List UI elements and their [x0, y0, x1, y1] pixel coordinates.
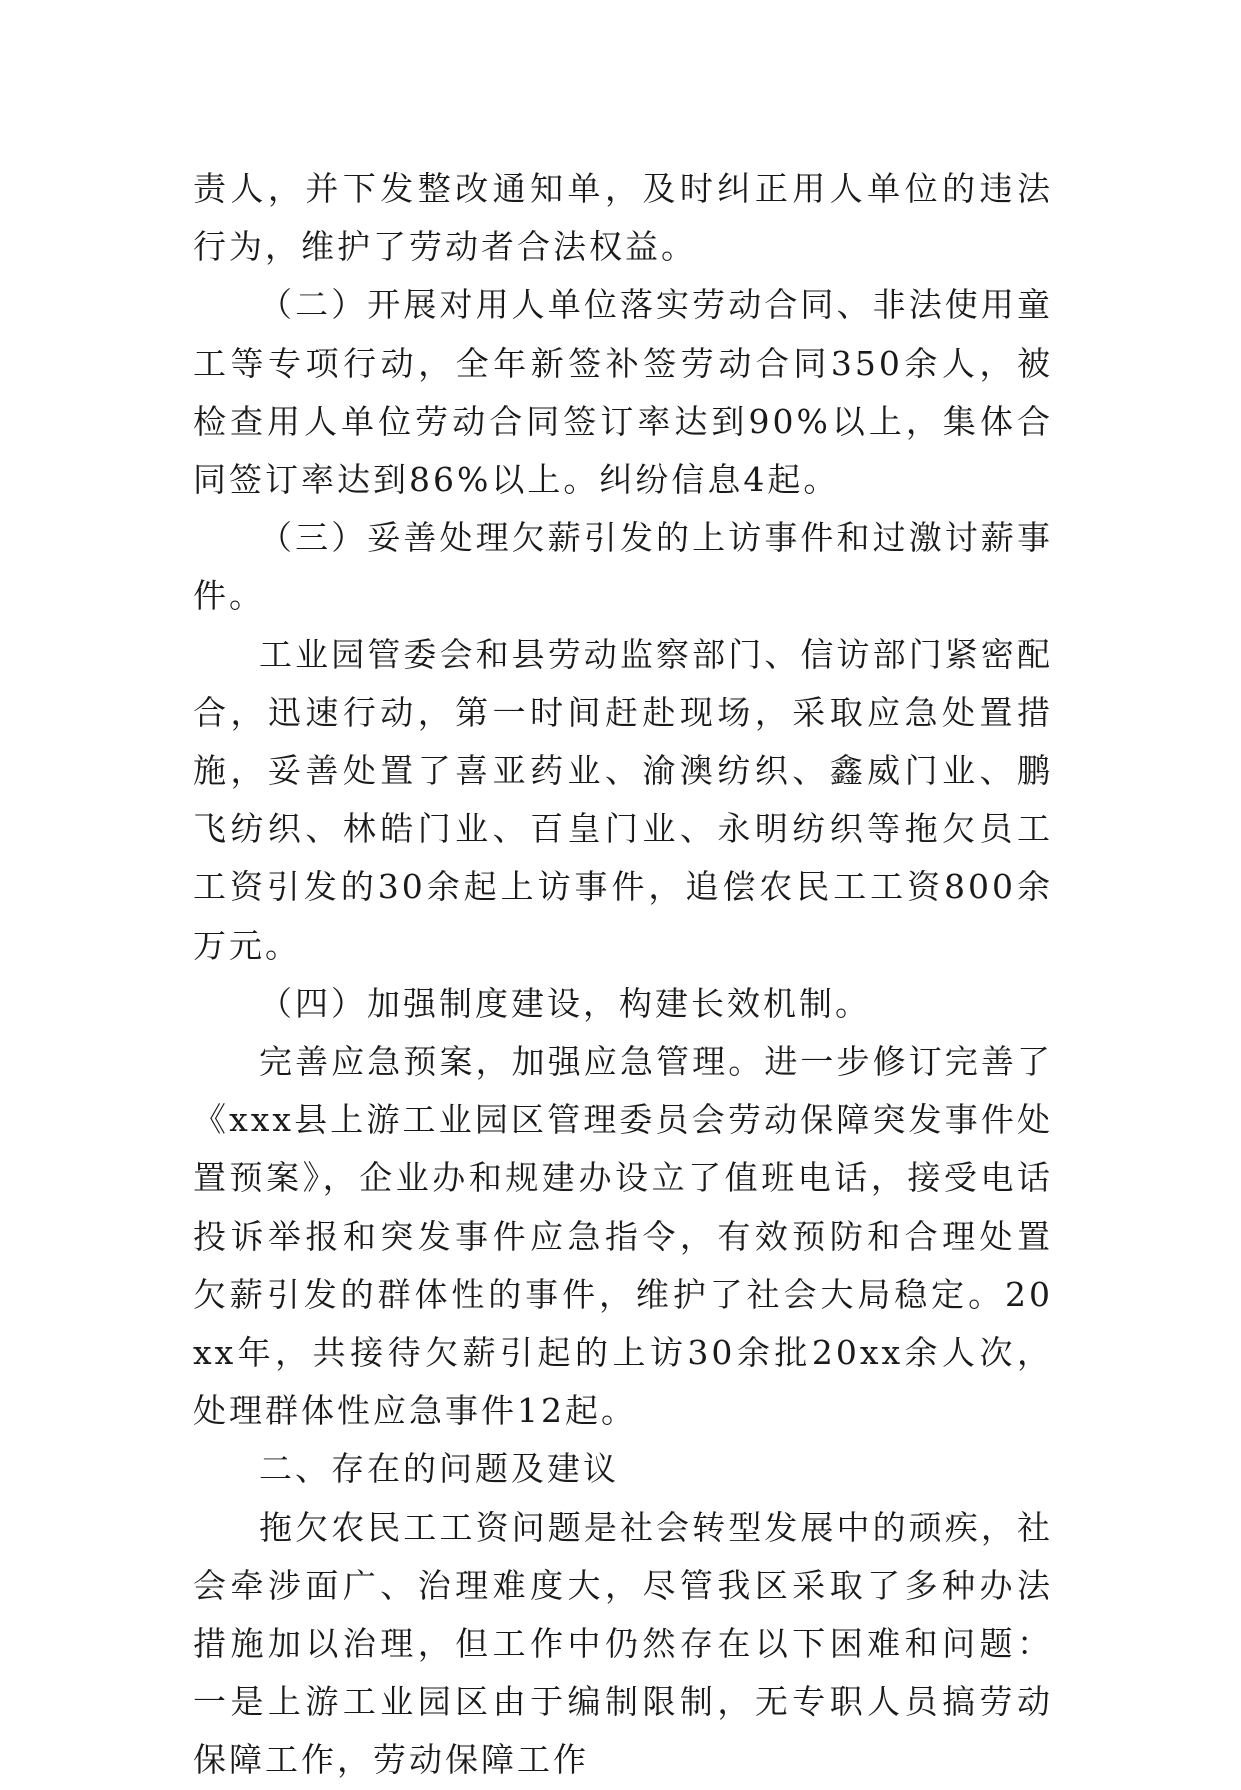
section-heading: 二、存在的问题及建议: [259, 1449, 619, 1489]
paragraph-8: 拖欠农民工工资问题是社会转型发展中的顽疾，社会牵涉面广、治理难度大，尽管我区采取了多种办法措施加以治理，但工作中仍然存在以下困难和问题：一是上游工业园区由于编制限制，无专职人员搞劳动保障工作，劳动保障工作: [193, 1507, 1053, 1780]
paragraph-2: （二）开展对用人单位落实劳动合同、非法使用童工等专项行动，全年新签补签劳动合同350余人，被检查用人单位劳动合同签订率达到90%以上，集体合同签订率达到86%以上。纠纷信息4起。: [193, 285, 1053, 500]
paragraph-4: 工业园管委会和县劳动监察部门、信访部门紧密配合，迅速行动，第一时间赶赴现场，采取应急处置措施，妥善处置了喜亚药业、渝澳纺织、鑫威门业、鹏飞纺织、林皓门业、百皇门业、永明纺织等拖欠员工工资引发的30余起上访事件，追偿农民工工资800余万元。: [193, 634, 1053, 965]
document-body: [193, 160, 1053, 1790]
paragraph-1: 责人，并下发整改通知单，及时纠正用人单位的违法行为，维护了劳动者合法权益。: [193, 169, 1053, 267]
paragraph-5: （四）加强制度建设，构建长效机制。: [259, 983, 871, 1023]
paragraph-6: 完善应急预案，加强应急管理。进一步修订完善了《xxx县上游工业园区管理委员会劳动保障突发事件处置预案》，企业办和规建办设立了值班电话，接受电话投诉举报和突发事件应急指令，有效预防和合理处置欠薪引发的群体性的事件，维护了社会大局稳定。20xx年，共接待欠薪引起的上访30余批20xx余人次，处理群体性应急事件12起。: [193, 1042, 1053, 1431]
paragraph-3: （三）妥善处理欠薪引发的上访事件和过激讨薪事件。: [193, 518, 1053, 616]
